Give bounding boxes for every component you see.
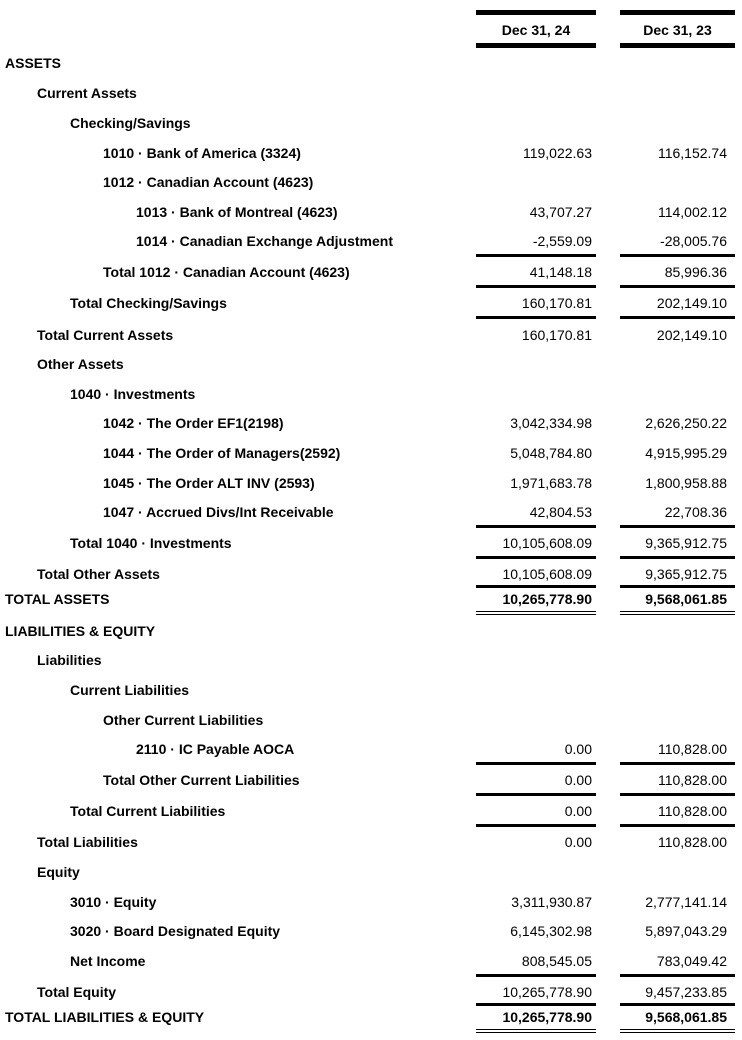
row-label: Total Equity (37, 984, 117, 1000)
row-label: ASSETS (5, 55, 62, 71)
subtotal-rule (476, 824, 596, 827)
row-bank-of-montreal (0, 202, 742, 222)
value-dec-31-24: 41,148.18 (529, 264, 592, 280)
value-dec-31-23: 22,708.36 (664, 504, 727, 520)
row-label: 1042 · The Order EF1(2198) (103, 415, 284, 431)
row-label: 1044 · The Order of Managers(2592) (103, 445, 341, 461)
row-ic-payable (0, 739, 742, 759)
row-label: Current Liabilities (70, 682, 190, 698)
subtotal-rule (476, 525, 596, 528)
value-dec-31-24: 43,707.27 (529, 204, 592, 220)
row-canadian-account (0, 172, 742, 192)
subtotal-rule (620, 1003, 735, 1006)
subtotal-rule (476, 974, 596, 977)
row-label: 3010 · Equity (70, 894, 157, 910)
value-dec-31-24: 0.00 (564, 772, 592, 788)
value-dec-31-24: 0.00 (564, 834, 592, 850)
row-label: Total 1012 · Canadian Account (4623) (103, 264, 350, 280)
subtotal-rule (620, 254, 735, 257)
value-dec-31-23: 114,002.12 (657, 204, 727, 220)
row-total-canadian-account (0, 262, 742, 282)
subtotal-rule (620, 316, 735, 319)
row-total-current-assets (0, 325, 742, 345)
grand-total-double-rule (620, 611, 735, 612)
value-dec-31-23: 783,049.42 (656, 953, 727, 969)
row-label: 1013 · Bank of Montreal (4623) (136, 204, 338, 220)
subtotal-rule (476, 254, 596, 257)
value-dec-31-23: 110,828.00 (657, 772, 727, 788)
grand-total-double-rule (476, 1029, 596, 1030)
row-liabilities (0, 650, 742, 670)
value-dec-31-23: 4,915,995.29 (645, 445, 727, 461)
value-dec-31-24: 808,545.05 (521, 953, 592, 969)
row-total-investments (0, 533, 742, 553)
subtotal-rule (476, 1003, 596, 1006)
row-label: Total Other Assets (37, 566, 160, 582)
row-accrued-divs (0, 502, 742, 522)
value-dec-31-24: 119,022.63 (522, 145, 592, 161)
value-dec-31-24: 0.00 (564, 741, 592, 757)
value-dec-31-24: 3,311,930.87 (511, 894, 592, 910)
subtotal-rule (620, 974, 735, 977)
row-board-designated-equity (0, 921, 742, 941)
value-dec-31-23: 1,800,958.88 (645, 475, 727, 491)
value-dec-31-24: 42,804.53 (529, 504, 592, 520)
value-dec-31-23: 9,365,912.75 (645, 566, 727, 582)
value-dec-31-24: -2,559.09 (532, 233, 592, 249)
column-header-dec-31-23: Dec 31, 23 (643, 22, 712, 38)
subtotal-rule (620, 762, 735, 765)
grand-total-double-rule (620, 1032, 735, 1033)
value-dec-31-23: 9,568,061.85 (645, 1009, 727, 1025)
row-total-current-liabilities (0, 801, 742, 821)
value-dec-31-24: 6,145,302.98 (510, 923, 592, 939)
value-dec-31-23: -28,005.76 (660, 233, 727, 249)
row-total-other-current-liabilities (0, 770, 742, 790)
value-dec-31-23: 110,828.00 (657, 834, 727, 850)
row-label: Checking/Savings (70, 115, 191, 131)
row-label: Other Assets (37, 356, 124, 372)
row-investments (0, 384, 742, 404)
row-net-income (0, 951, 742, 971)
value-dec-31-23: 2,777,141.14 (645, 894, 727, 910)
row-label: Total Current Liabilities (70, 803, 226, 819)
row-label: Total Current Assets (37, 327, 174, 343)
value-dec-31-24: 160,170.81 (521, 327, 592, 343)
row-label: 1014 · Canadian Exchange Adjustment (136, 233, 393, 249)
value-dec-31-24: 10,105,608.09 (502, 535, 592, 551)
subtotal-rule (620, 585, 735, 588)
row-label: Total 1040 · Investments (70, 535, 232, 551)
row-label: 1040 · Investments (70, 386, 196, 402)
row-other-current-liabilities (0, 710, 742, 730)
value-dec-31-23: 110,828.00 (657, 803, 727, 819)
row-equity-3010 (0, 892, 742, 912)
row-assets (0, 53, 742, 73)
value-dec-31-24: 3,042,334.98 (510, 415, 592, 431)
row-total-liabilities (0, 832, 742, 852)
value-dec-31-23: 110,828.00 (657, 741, 727, 757)
value-dec-31-23: 5,897,043.29 (645, 923, 727, 939)
subtotal-rule (476, 316, 596, 319)
grand-total-double-rule (476, 611, 596, 612)
value-dec-31-24: 5,048,784.80 (510, 445, 592, 461)
grand-total-double-rule (620, 1029, 735, 1030)
value-dec-31-23: 202,149.10 (656, 327, 727, 343)
row-label: Liabilities (37, 652, 102, 668)
row-current-liabilities (0, 680, 742, 700)
row-label: 1047 · Accrued Divs/Int Receivable (103, 504, 334, 520)
subtotal-rule (476, 762, 596, 765)
row-label: 1010 · Bank of America (3324) (103, 145, 301, 161)
grand-total-double-rule (620, 614, 735, 615)
value-dec-31-24: 10,105,608.09 (502, 566, 592, 582)
row-total-checking-savings (0, 293, 742, 313)
row-current-assets (0, 83, 742, 103)
value-dec-31-24: 10,265,778.90 (502, 1009, 592, 1025)
row-total-liabilities-equity (0, 1007, 742, 1027)
row-label: Net Income (70, 953, 146, 969)
row-order-managers (0, 443, 742, 463)
subtotal-rule (476, 285, 596, 288)
value-dec-31-24: 10,265,778.90 (502, 591, 592, 607)
row-total-equity (0, 982, 742, 1002)
column-header-top-rule-1 (476, 10, 596, 15)
grand-total-double-rule (476, 1032, 596, 1033)
row-label: TOTAL ASSETS (5, 591, 110, 607)
row-checking-savings (0, 113, 742, 133)
row-order-alt-inv (0, 473, 742, 493)
value-dec-31-24: 0.00 (564, 803, 592, 819)
row-label: 2110 · IC Payable AOCA (136, 741, 295, 757)
column-header-dec-31-24: Dec 31, 24 (501, 22, 571, 38)
value-dec-31-24: 160,170.81 (521, 295, 592, 311)
row-equity (0, 862, 742, 882)
value-dec-31-23: 2,626,250.22 (645, 415, 727, 431)
row-label: 1045 · The Order ALT INV (2593) (103, 475, 315, 491)
row-other-assets (0, 354, 742, 374)
subtotal-rule (620, 525, 735, 528)
value-dec-31-24: 10,265,778.90 (502, 984, 592, 1000)
value-dec-31-24: 1,971,683.78 (510, 475, 592, 491)
row-label: Equity (37, 864, 80, 880)
value-dec-31-23: 202,149.10 (656, 295, 727, 311)
column-header-top-rule-2 (620, 10, 735, 15)
value-dec-31-23: 85,996.36 (664, 264, 727, 280)
row-canadian-exchange-adjustment (0, 231, 742, 251)
row-label: Other Current Liabilities (103, 712, 264, 728)
row-bank-of-america (0, 143, 742, 163)
row-total-assets (0, 589, 742, 609)
row-label: LIABILITIES & EQUITY (5, 623, 156, 639)
row-label: Total Checking/Savings (70, 295, 227, 311)
row-total-other-assets (0, 564, 742, 584)
subtotal-rule (476, 793, 596, 796)
value-dec-31-23: 116,152.74 (657, 145, 727, 161)
subtotal-rule (476, 585, 596, 588)
column-header-bottom-rule-2 (620, 43, 735, 48)
row-label: Total Liabilities (37, 834, 138, 850)
row-liabilities-equity (0, 621, 742, 641)
row-label: TOTAL LIABILITIES & EQUITY (5, 1009, 205, 1025)
value-dec-31-23: 9,365,912.75 (645, 535, 727, 551)
value-dec-31-23: 9,568,061.85 (645, 591, 727, 607)
grand-total-double-rule (476, 614, 596, 615)
row-label: Total Other Current Liabilities (103, 772, 300, 788)
subtotal-rule (620, 824, 735, 827)
row-label: 1012 · Canadian Account (4623) (103, 174, 314, 190)
subtotal-rule (620, 793, 735, 796)
subtotal-rule (620, 285, 735, 288)
value-dec-31-23: 9,457,233.85 (645, 984, 727, 1000)
subtotal-rule (620, 556, 735, 559)
column-header-bottom-rule-1 (476, 43, 596, 48)
subtotal-rule (476, 556, 596, 559)
row-order-ef1 (0, 413, 742, 433)
row-label: Current Assets (37, 85, 137, 101)
row-label: 3020 · Board Designated Equity (70, 923, 281, 939)
